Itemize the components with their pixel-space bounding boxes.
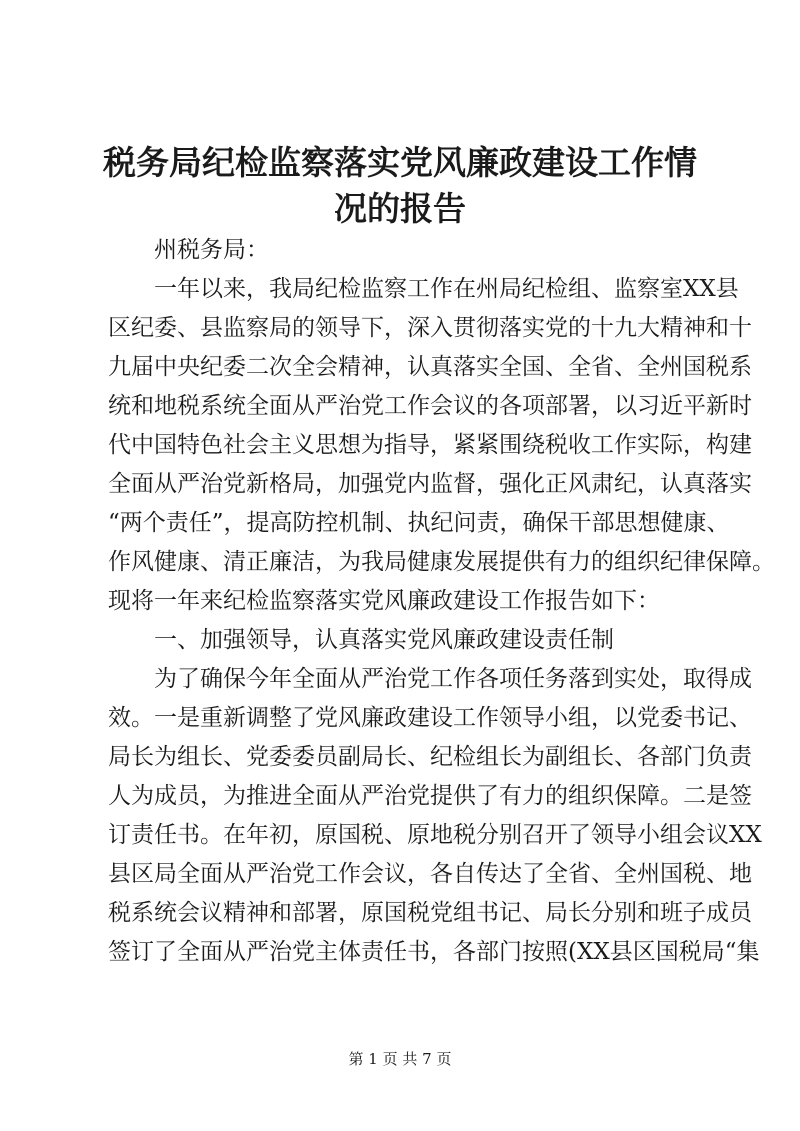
document-title: 税务局纪检监察落实党风廉政建设工作情况的报告: [103, 143, 697, 228]
paragraph-line: 作风健康、清正廉洁，为我局健康发展提供有力的组织纪律保障。: [108, 549, 775, 575]
paragraph-line: 九届中央纪委二次全会精神，认真落实全国、全省、全州国税系: [108, 354, 752, 380]
paragraph-line: 全面从严治党新格局，加强党内监督，强化正风肃纪，认真落实: [108, 471, 752, 497]
section-heading: 一、加强领导，认真落实党风廉政建设责任制: [154, 627, 614, 653]
paragraph-line: 代中国特色社会主义思想为指导，紧紧围绕税收工作实际，构建: [108, 432, 752, 458]
paragraph-line: 一年以来，我局纪检监察工作在州局纪检组、监察室XX县: [154, 276, 739, 302]
salutation-line: 州税务局：: [154, 237, 269, 263]
paragraph-line: 为了确保今年全面从严治党工作各项任务落到实处，取得成: [154, 666, 752, 692]
paragraph-line: 区纪委、县监察局的领导下，深入贯彻落实党的十九大精神和十: [108, 315, 752, 341]
paragraph-line: 统和地税系统全面从严治党工作会议的各项部署，以习近平新时: [108, 393, 752, 419]
paragraph-line: “两个责任”，提高防控机制、执纪问责，确保干部思想健康、: [108, 510, 730, 536]
paragraph-line: 县区局全面从严治党工作会议，各自传达了全省、全州国税、地: [108, 861, 752, 887]
paragraph-line: 订责任书。在年初，原国税、原地税分别召开了领导小组会议XX: [108, 822, 762, 848]
document-body: [108, 231, 775, 972]
paragraph-line: 税系统会议精神和部署，原国税党组书记、局长分别和班子成员: [108, 900, 752, 926]
paragraph-line: 局长为组长、党委委员副局长、纪检组长为副组长、各部门负责: [108, 744, 752, 770]
paragraph-line: 签订了全面从严治党主体责任书，各部门按照(XX县区国税局“集: [108, 939, 760, 965]
paragraph-line: 人为成员，为推进全面从严治党提供了有力的组织保障。二是签: [108, 783, 752, 809]
paragraph-line: 现将一年来纪检监察落实党风廉政建设工作报告如下：: [108, 588, 660, 614]
paragraph-line: 效。一是重新调整了党风廉政建设工作领导小组，以党委书记、: [108, 705, 752, 731]
page-number-footer: 第 1 页 共 7 页: [348, 1050, 452, 1068]
